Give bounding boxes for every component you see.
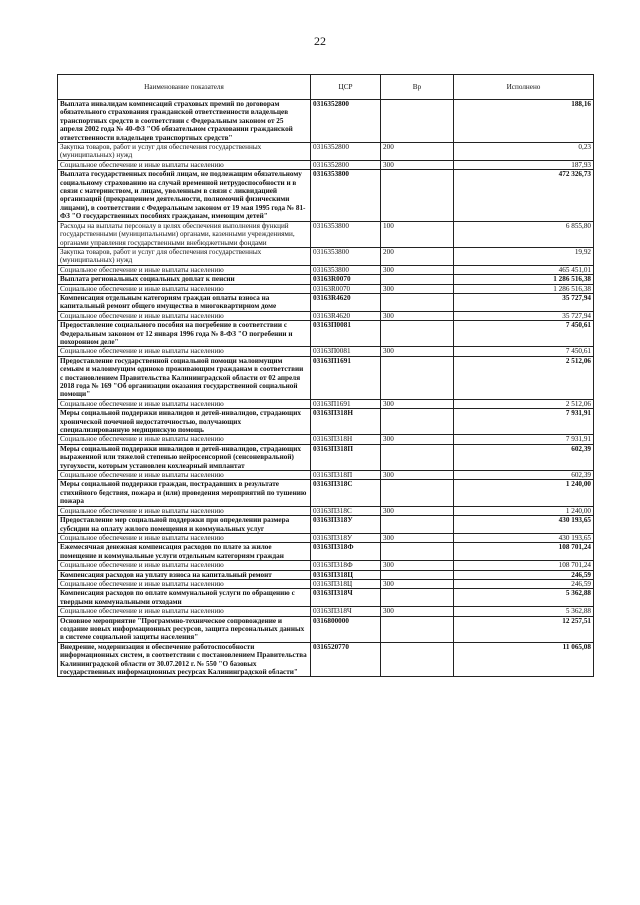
table-row [58, 589, 594, 607]
row-value: 1 286 516,38 [454, 275, 594, 284]
row-name: Социальное обеспечение и иные выплаты населению [58, 506, 311, 515]
row-name: Социальное обеспечение и иные выплаты населению [58, 579, 311, 588]
row-name: Выплата региональных социальных доплат к пенсии [58, 275, 311, 284]
row-name: Социальное обеспечение и иные выплаты населению [58, 399, 311, 408]
row-vr [381, 444, 454, 470]
row-value: 5 362,88 [454, 607, 594, 616]
row-name: Социальное обеспечение и иные выплаты населению [58, 311, 311, 320]
row-name: Закупка товаров, работ и услуг для обеспечения государственных (муниципальных) нужд [58, 247, 311, 265]
table-row [58, 275, 594, 284]
row-csr: 03163П318П [311, 444, 381, 470]
row-value: 246,59 [454, 570, 594, 579]
row-value: 602,39 [454, 471, 594, 480]
page-number: 22 [314, 34, 326, 48]
row-value: 430 193,65 [454, 533, 594, 542]
row-vr [381, 409, 454, 435]
table-row [58, 607, 594, 616]
table-row [58, 642, 594, 677]
row-vr: 300 [381, 435, 454, 444]
row-vr: 300 [381, 506, 454, 515]
table-row [58, 561, 594, 570]
row-vr [381, 616, 454, 642]
row-vr: 300 [381, 471, 454, 480]
table-row [58, 471, 594, 480]
table-row [58, 170, 594, 221]
row-value: 187,93 [454, 160, 594, 169]
row-vr: 300 [381, 311, 454, 320]
row-csr: 0316353800 [311, 221, 381, 247]
table-row [58, 435, 594, 444]
header-name: Наименование показателя [58, 75, 311, 100]
row-value: 2 512,06 [454, 399, 594, 408]
table-row [58, 409, 594, 435]
table-row [58, 444, 594, 470]
row-value: 472 326,73 [454, 170, 594, 221]
row-csr: 03163П318Ф [311, 561, 381, 570]
table-row [58, 100, 594, 143]
row-csr: 03163П1691 [311, 356, 381, 399]
row-name: Компенсация отдельным категориям граждан оплаты взноса на капитальный ремонт общего имущества в многоквартирном доме [58, 293, 311, 311]
row-vr: 300 [381, 579, 454, 588]
row-csr: 0316353800 [311, 170, 381, 221]
table-row [58, 265, 594, 274]
row-csr: 0316352800 [311, 143, 381, 161]
row-value: 35 727,94 [454, 311, 594, 320]
row-value: 19,92 [454, 247, 594, 265]
row-value: 35 727,94 [454, 293, 594, 311]
table-header-row [58, 75, 594, 100]
row-value: 11 065,08 [454, 642, 594, 677]
row-vr [381, 100, 454, 143]
row-name: Социальное обеспечение и иные выплаты населению [58, 284, 311, 293]
table-body [58, 100, 594, 677]
row-vr [381, 642, 454, 677]
row-csr: 03163R0070 [311, 284, 381, 293]
table-row [58, 143, 594, 161]
table-row [58, 516, 594, 534]
row-vr [381, 321, 454, 347]
row-csr: 0316352800 [311, 100, 381, 143]
row-csr: 03163П0081 [311, 347, 381, 356]
row-value: 430 193,65 [454, 516, 594, 534]
row-name: Предоставление социального пособия на погребение в соответствии с Федеральным законом от 12 января 1996 года № 8-ФЗ "О погребении и похоронном деле" [58, 321, 311, 347]
row-name: Закупка товаров, работ и услуг для обеспечения государственных (муниципальных) нужд [58, 143, 311, 161]
table-row [58, 533, 594, 542]
row-value: 1 240,00 [454, 506, 594, 515]
row-name: Социальное обеспечение и иные выплаты населению [58, 561, 311, 570]
row-csr: 03163П318Ч [311, 589, 381, 607]
row-csr: 03163П318Н [311, 435, 381, 444]
row-name: Меры социальной поддержки инвалидов и детей-инвалидов, страдающих выраженной или тяжелой степенью нейросенсорной (сенсоневральной) тугоухости, которым установлен кохлеарный имплантат [58, 444, 311, 470]
table-row [58, 160, 594, 169]
row-name: Социальное обеспечение и иные выплаты населению [58, 265, 311, 274]
row-value: 7 931,91 [454, 409, 594, 435]
table-row [58, 321, 594, 347]
row-name: Ежемесячная денежная компенсация расходов по плате за жилое помещение и коммунальные услуги отдельным категориям граждан [58, 543, 311, 561]
row-value: 188,16 [454, 100, 594, 143]
row-value: 0,23 [454, 143, 594, 161]
row-name: Меры социальной поддержки граждан, пострадавших в результате стихийного бедствия, пожара и (или) проведения мероприятий по тушению пожара [58, 480, 311, 506]
row-csr: 03163R0070 [311, 275, 381, 284]
row-vr: 200 [381, 247, 454, 265]
table-row [58, 579, 594, 588]
table-row [58, 347, 594, 356]
row-name: Меры социальной поддержки инвалидов и детей-инвалидов, страдающих хронической почечной недостаточностью, получающих специализированную медицинскую помощь [58, 409, 311, 435]
row-vr: 200 [381, 143, 454, 161]
row-csr: 03163П318У [311, 533, 381, 542]
row-csr: 0316800000 [311, 616, 381, 642]
row-csr: 03163П318Ц [311, 579, 381, 588]
row-csr: 03163П318Ф [311, 543, 381, 561]
row-csr: 03163П318Ч [311, 607, 381, 616]
row-name: Социальное обеспечение и иные выплаты населению [58, 533, 311, 542]
row-csr: 0316520770 [311, 642, 381, 677]
row-vr [381, 516, 454, 534]
row-csr: 0316353800 [311, 265, 381, 274]
row-value: 602,39 [454, 444, 594, 470]
table-row [58, 247, 594, 265]
table-row [58, 506, 594, 515]
row-name: Компенсация расходов по оплате коммунальной услуги по обращению с твердыми коммунальными отходами [58, 589, 311, 607]
row-vr [381, 589, 454, 607]
row-vr [381, 570, 454, 579]
row-vr [381, 293, 454, 311]
row-name: Социальное обеспечение и иные выплаты населению [58, 347, 311, 356]
row-csr: 03163R4620 [311, 293, 381, 311]
row-name: Внедрение, модернизация и обеспечение работоспособности информационных систем, в соответствии с постановлением Правительства Калининградской области от 30.07.2012 г. № 550 "О базовых государственных информационных ресурсах Калининградской области" [58, 642, 311, 677]
row-value: 7 931,91 [454, 435, 594, 444]
row-csr: 03163П318С [311, 480, 381, 506]
row-csr: 03163П318Н [311, 409, 381, 435]
table-row [58, 293, 594, 311]
row-vr: 300 [381, 265, 454, 274]
row-vr [381, 275, 454, 284]
row-name: Предоставление мер социальной поддержки при определении размера субсидии на оплату жилого помещения и коммунальных услуг [58, 516, 311, 534]
row-name: Основное мероприятие "Программно-техническое сопровождение и создание новых информационных ресурсов, защита персональных данных в системе социальной защиты населения" [58, 616, 311, 642]
row-vr [381, 170, 454, 221]
header-csr: ЦСР [311, 75, 381, 100]
row-value: 12 257,51 [454, 616, 594, 642]
table-row [58, 616, 594, 642]
row-value: 6 855,80 [454, 221, 594, 247]
row-vr: 100 [381, 221, 454, 247]
row-csr: 03163П318П [311, 471, 381, 480]
row-vr: 300 [381, 533, 454, 542]
row-name: Расходы на выплаты персоналу в целях обеспечения выполнения функций государственными (муниципальными) органами, казенными учреждениями, органами управления государственными внебюджетными фондами [58, 221, 311, 247]
row-value: 465 451,01 [454, 265, 594, 274]
row-csr: 03163R4620 [311, 311, 381, 320]
row-vr: 300 [381, 561, 454, 570]
row-csr: 03163П318С [311, 506, 381, 515]
row-csr: 03163П318У [311, 516, 381, 534]
table-row [58, 311, 594, 320]
row-vr [381, 480, 454, 506]
budget-execution-table [57, 74, 594, 677]
row-csr: 03163П0081 [311, 321, 381, 347]
row-vr: 300 [381, 284, 454, 293]
row-csr: 03163П1691 [311, 399, 381, 408]
row-value: 246,59 [454, 579, 594, 588]
row-name: Предоставление государственной социальной помощи малоимущим семьям и малоимущим одиноко проживающим гражданам в соответствии с постановлением Правительства Калининградской области от 02 апреля 2018 года № 169 "Об организации оказания государственной социальной помощи" [58, 356, 311, 399]
row-vr: 300 [381, 607, 454, 616]
table-row [58, 221, 594, 247]
table-row [58, 284, 594, 293]
row-value: 2 512,06 [454, 356, 594, 399]
row-vr: 300 [381, 399, 454, 408]
row-name: Выплата государственных пособий лицам, не подлежащим обязательному социальному страхованию на случай временной нетрудоспособности и в связи с материнством, и лицам, уволенным в связи с ликвидацией организаций (прекращением деятельности, полномочий физическими лицами), в соответствии с Федеральным законом от 19 мая 1995 года № 81-ФЗ "О государственных пособиях гражданам, имеющим детей" [58, 170, 311, 221]
row-value: 1 286 516,38 [454, 284, 594, 293]
row-csr: 0316352800 [311, 160, 381, 169]
row-value: 7 450,61 [454, 321, 594, 347]
table-row [58, 356, 594, 399]
row-value: 1 240,00 [454, 480, 594, 506]
table-row [58, 570, 594, 579]
row-value: 5 362,88 [454, 589, 594, 607]
table-row [58, 480, 594, 506]
row-name: Социальное обеспечение и иные выплаты населению [58, 607, 311, 616]
row-name: Компенсация расходов на уплату взноса на капитальный ремонт [58, 570, 311, 579]
row-value: 108 701,24 [454, 561, 594, 570]
row-value: 7 450,61 [454, 347, 594, 356]
row-vr: 300 [381, 160, 454, 169]
row-name: Социальное обеспечение и иные выплаты населению [58, 160, 311, 169]
table-row [58, 399, 594, 408]
table-row [58, 543, 594, 561]
row-csr: 0316353800 [311, 247, 381, 265]
row-name: Социальное обеспечение и иные выплаты населению [58, 435, 311, 444]
row-csr: 03163П318Ц [311, 570, 381, 579]
row-name: Социальное обеспечение и иные выплаты населению [58, 471, 311, 480]
row-vr [381, 356, 454, 399]
row-vr: 300 [381, 347, 454, 356]
header-value: Исполнено [454, 75, 594, 100]
row-value: 108 701,24 [454, 543, 594, 561]
row-name: Выплата инвалидам компенсаций страховых премий по договорам обязательного страхования гражданской ответственности владельцев транспортных средств в соответствии с Федеральным законом от 25 апреля 2002 года № 40-ФЗ "Об обязательном страховании гражданской ответственности владельцев транспортных средств" [58, 100, 311, 143]
row-vr [381, 543, 454, 561]
header-vr: Вр [381, 75, 454, 100]
